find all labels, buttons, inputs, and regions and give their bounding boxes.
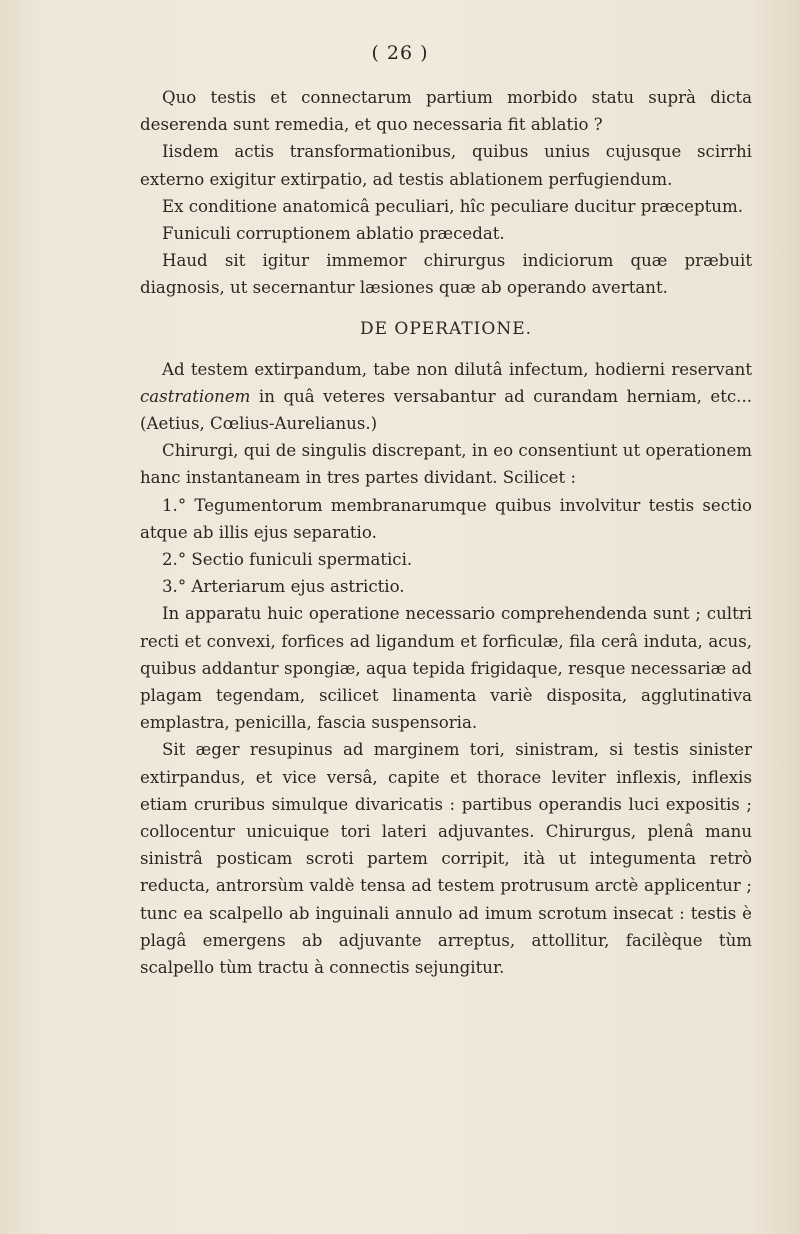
- intro-text-before: Ad testem extirpandum, tabe non dilutâ infectum, hodierni reservant: [162, 359, 752, 379]
- section-heading: DE OPERATIONE.: [359, 318, 533, 339]
- paragraph: Sit æger resupinus ad marginem tori, sinistram, si testis sinister extirpandus, et vice versâ, capite et thorace leviter inflexis, inflexis etiam cruribus simulque divaricatis : partibus operandis luci expositis ; collocentur unicuique tori lateri adjuvantes. Chirurgus, plenâ manu sinistrâ posticam scroti partem corripit, ità ut integumenta retrò reducta, antrorsùm valdè tensa ad testem protrusum arctè applicentur ; tunc ea scalpello ab inguinali annulo ad imum scrotum insecat : testis è plagâ emergens ab adjuvante arreptus, attollitur, facilèque tùm scalpello tùm tractu à connectis sejungitur.: [140, 740, 752, 978]
- intro-italic-term: castrationem: [140, 386, 251, 406]
- paragraph: Haud sit igitur immemor chirurgus indiciorum quæ præbuit diagnosis, ut secernantur læsiones quæ ab operando avertant.: [140, 251, 752, 298]
- paragraph: Ex conditione anatomicâ peculiari, hîc peculiare ducitur præceptum.: [162, 196, 743, 216]
- list-item: 2.° Sectio funiculi spermatici.: [162, 550, 413, 570]
- paragraph: Funiculi corruptionem ablatio præcedat.: [162, 224, 505, 244]
- list-item: 1.° Tegumentorum membranarumque quibus involvitur testis sectio atque ab illis ejus separatio.: [140, 495, 752, 542]
- page-number: ( 26 ): [371, 42, 429, 64]
- list-item: 3.° Arteriarum ejus astrictio.: [162, 577, 405, 597]
- paragraph-intro: [140, 356, 752, 438]
- intro-text-after: in quâ veteres versabantur ad curandam herniam, etc... (Aetius, Cœlius-Aurelianus.): [140, 386, 752, 434]
- paragraph: Iisdem actis transformationibus, quibus unius cujusque scirrhi externo exigitur extirpatio, ad testis ablationem perfugiendum.: [140, 142, 752, 189]
- page-body: [140, 84, 752, 981]
- paragraph: Quo testis et connectarum partium morbido statu suprà dicta deserenda sunt remedia, et quo necessaria fit ablatio ?: [140, 88, 752, 135]
- paragraph: Chirurgi, qui de singulis discrepant, in eo consentiunt ut operationem hanc instantaneam in tres partes dividant. Scilicet :: [140, 441, 752, 488]
- paragraph: In apparatu huic operatione necessario comprehendenda sunt ; cultri recti et convexi, forfices ad ligandum et forficulæ, fila cerâ induta, acus, quibus addantur spongiæ, aqua tepida frigidaque, resque necessariæ ad plagam tegendam, scilicet linamenta variè disposita, agglutinativa emplastra, penicilla, fascia suspensoria.: [140, 604, 752, 733]
